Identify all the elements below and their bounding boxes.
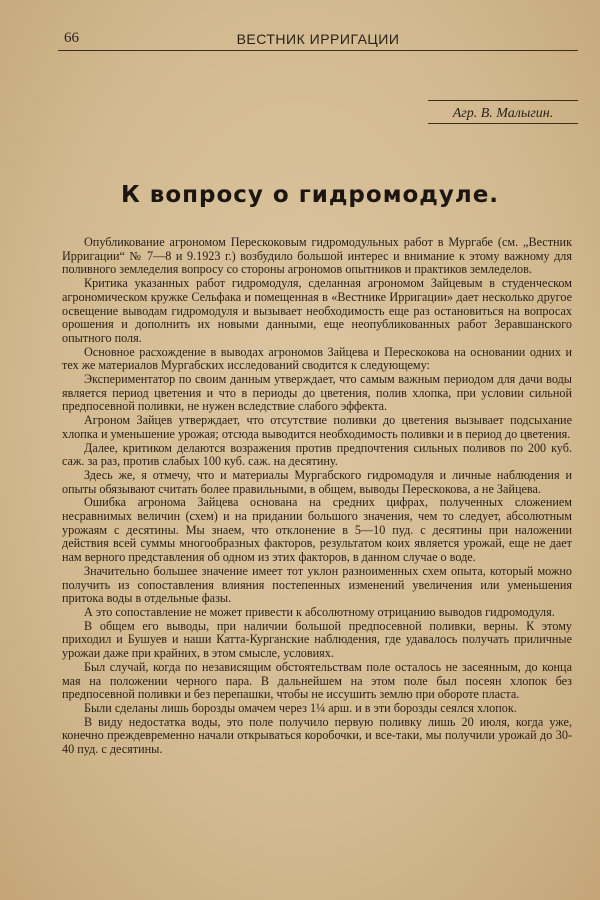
paragraph: Агроном Зайцев утверждает, что отсутствие поливки до цветения вызывает подсыхание хлопка и уменьшение урожая; отсюда выводится необходимость поливки и в период до цветения. [62,413,572,441]
paragraph: Экспериментатор по своим данным утверждает, что самым важным периодом для дачи воды является период цветения и что в периоды до цветения, полив хлопка, при условии сильной предпосевной поливки, не нужен вследствие слабого эффекта. [62,372,572,414]
journal-title: ВЕСТНИК ИРРИГАЦИИ [236,31,400,47]
author-name: Агр. В. Малыгин. [452,106,554,121]
paragraph: В общем его выводы, при наличии большой предпосевной поливки, верны. К этому приходил и Бушуев и наши Катта-Курганские наблюдения, где удавалось получать приличные урожаи даже при крайних, в этом смысле, условиях. [62,618,572,661]
paragraph: Ошибка агронома Зайцева основана на средних цифрах, полученных сложением несравнимых величин (схем) и на придании большого значения, чем то следует, абсолютным урожаям с десятины. Мы знаем, что отклонение в 5—10 пуд. с десятины при наложении действия всей суммы многообразных факторов, результатом коих является урожай, еще не дает нам верного представления об одном из этих факторов, в данном случае о воде. [62,495,572,565]
page-number: 66 [64,30,79,46]
paragraph: Был случай, когда по независящим обстоятельствам поле осталось не засеянным, до конца мая на положении черного пара. В дальнейшем на этом поле был посеян хлопок без предпосевной поливки и без перепашки, чтобы не иссушить землю при обороте пласта. [62,659,572,702]
paragraph: Далее, критиком делаются возражения против предпочтения сильных поливов по 200 куб. саж. за раз, против слабых 100 куб. саж. на десятину. [62,440,572,469]
paragraph: Здесь же, я отмечу, что и материалы Мургабского гидромодуля и личные наблюдения и опыты обязывают считать более правильными, в общем, выводы Перескокова, а не Зайцева. [62,467,572,496]
paragraph: А это сопоставление не может привести к абсолютному отрицанию выводов гидромодуля. [84,604,555,619]
paragraph: Опубликование агрономом Перескоковым гидромодульных работ в Мургабе (см. „Вестник Ирригации“ № 7—8 и 9.1923 г.) возбудило большой интерес и внимание к этому важному для поливного земледелия вопросу со стороны агрономов опытников и практиков земледелов. [62,235,572,277]
article-title: К вопросу о гидромодуле. [120,182,500,208]
author-byline [428,100,578,124]
article-body [62,236,572,757]
paragraph: В виду недостатка воды, это поле получило первую поливку лишь 20 июля, когда уже, конечно преждевременно начали открываться коробочки, и все-таки, мы получили урожай до 30-40 пуд. с десятины. [62,714,572,757]
running-header [58,28,578,51]
paragraph: Основное расхождение в выводах агрономов Зайцева и Перескокова на основании одних и тех же материалов Мургабских исследований сводится к следующему: [62,344,572,373]
paragraph: Были сделаны лишь борозды омачем через 1¼ арш. и в эти борозды сеялся хлопок. [84,700,517,715]
paragraph: Критика указанных работ гидромодуля, сделанная агрономом Зайцевым в студенческом агрономическом кружке Сельфака и помещенная в «Вестнике Ирригации» дает несколько другое освещение выводам гидромодуля и вызывает необходимость еще раз остановиться на вопросах орошения и дополнить их новыми данными, еще неопубликованных работ Зеравшанского опытного поля. [62,276,572,345]
paragraph: Значительно большее значение имеет тот уклон разноименных схем опыта, который можно получить из сопоставления влияния постепенных изменений увеличения или уменьшения притока воды в отдельные фазы. [62,563,572,606]
